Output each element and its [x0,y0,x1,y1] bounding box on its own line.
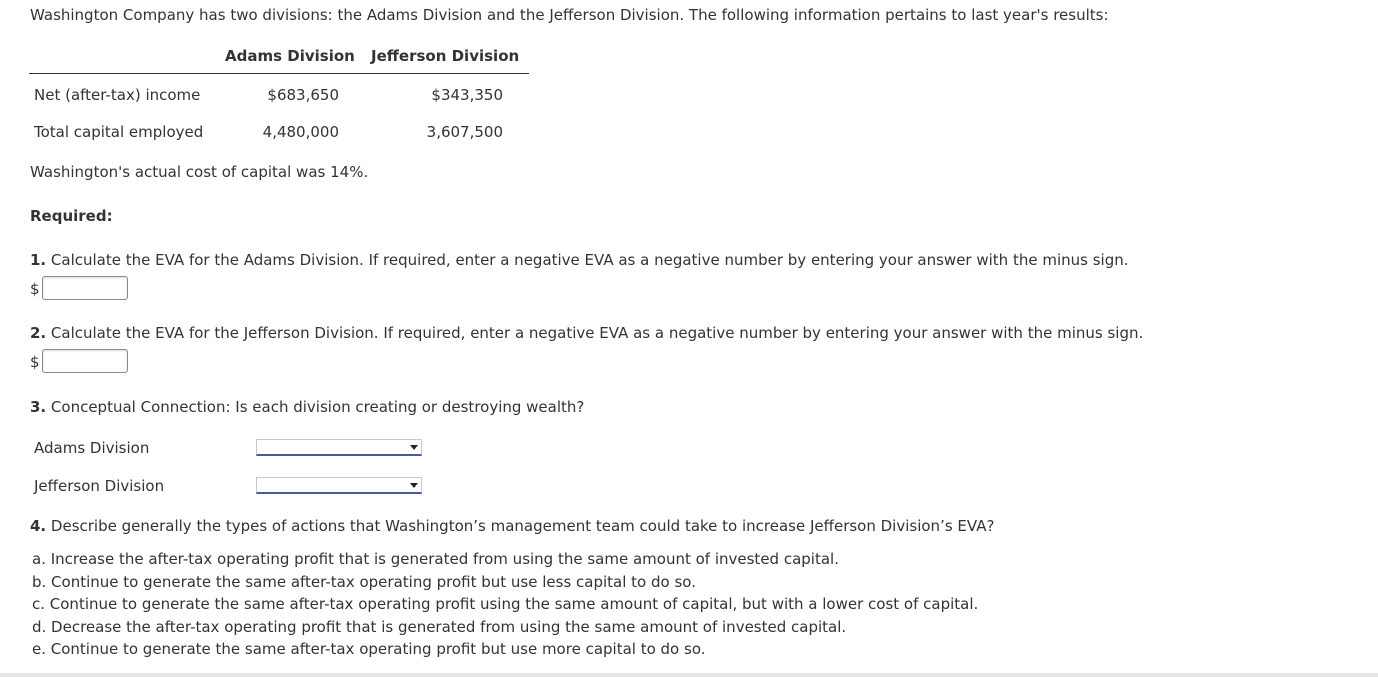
q3-jefferson-label: Jefferson Division [34,477,165,495]
header-jefferson: Jefferson Division [371,47,520,65]
question-1-number: 1. [30,251,47,269]
chevron-down-icon [410,445,418,450]
q1-currency-symbol: $ [30,280,40,298]
question-1-text: Calculate the EVA for the Adams Division. If required, enter a negative EVA as a negative number by entering your answer with the minus sign. [50,251,1129,269]
question-3-text: Conceptual Connection: Is each division creating or destroying wealth? [50,398,585,416]
adams-capital-employed: 4,480,000 [262,123,339,141]
question-2 [30,324,1143,342]
question-1 [30,251,1129,269]
list-item: e. Continue to generate the same after-tax operating profit but use more capital to do so. [32,640,706,658]
row-label-capital-employed: Total capital employed [34,123,204,141]
jefferson-net-income: $343,350 [431,86,503,104]
intro-text: Washington Company has two divisions: the Adams Division and the Jefferson Division. The following information pertains to last year's results: [30,6,1109,24]
question-4 [30,517,994,535]
chevron-down-icon [410,483,418,488]
adams-eva-input[interactable] [42,276,128,300]
header-adams: Adams Division [225,47,355,65]
adams-net-income: $683,650 [267,86,339,104]
required-heading: Required: [30,207,113,225]
list-item: a. Increase the after-tax operating profit that is generated from using the same amount of invested capital. [32,550,839,568]
page-bottom-divider [0,673,1378,677]
jefferson-wealth-dropdown[interactable] [256,477,422,494]
question-3-number: 3. [30,398,47,416]
question-4-number: 4. [30,517,47,535]
question-2-text: Calculate the EVA for the Jefferson Division. If required, enter a negative EVA as a negative number by entering your answer with the minus sign. [50,324,1144,342]
jefferson-eva-input[interactable] [42,349,128,373]
adams-wealth-dropdown[interactable] [256,439,422,456]
question-4-text: Describe generally the types of actions that Washington’s management team could take to increase Jefferson Division’s EVA? [50,517,995,535]
question-3 [30,398,584,416]
list-item: b. Continue to generate the same after-tax operating profit but use less capital to do so. [32,573,696,591]
q3-adams-label: Adams Division [34,439,150,457]
cost-of-capital-text: Washington's actual cost of capital was 14%. [30,163,369,181]
list-item: c. Continue to generate the same after-tax operating profit using the same amount of capital, but with a lower cost of capital. [32,595,979,613]
jefferson-capital-employed: 3,607,500 [426,123,503,141]
list-item: d. Decrease the after-tax operating profit that is generated from using the same amount of invested capital. [32,618,847,636]
q2-currency-symbol: $ [30,353,40,371]
question-2-number: 2. [30,324,47,342]
row-label-net-income: Net (after-tax) income [34,86,201,104]
table-header-rule [29,73,529,74]
